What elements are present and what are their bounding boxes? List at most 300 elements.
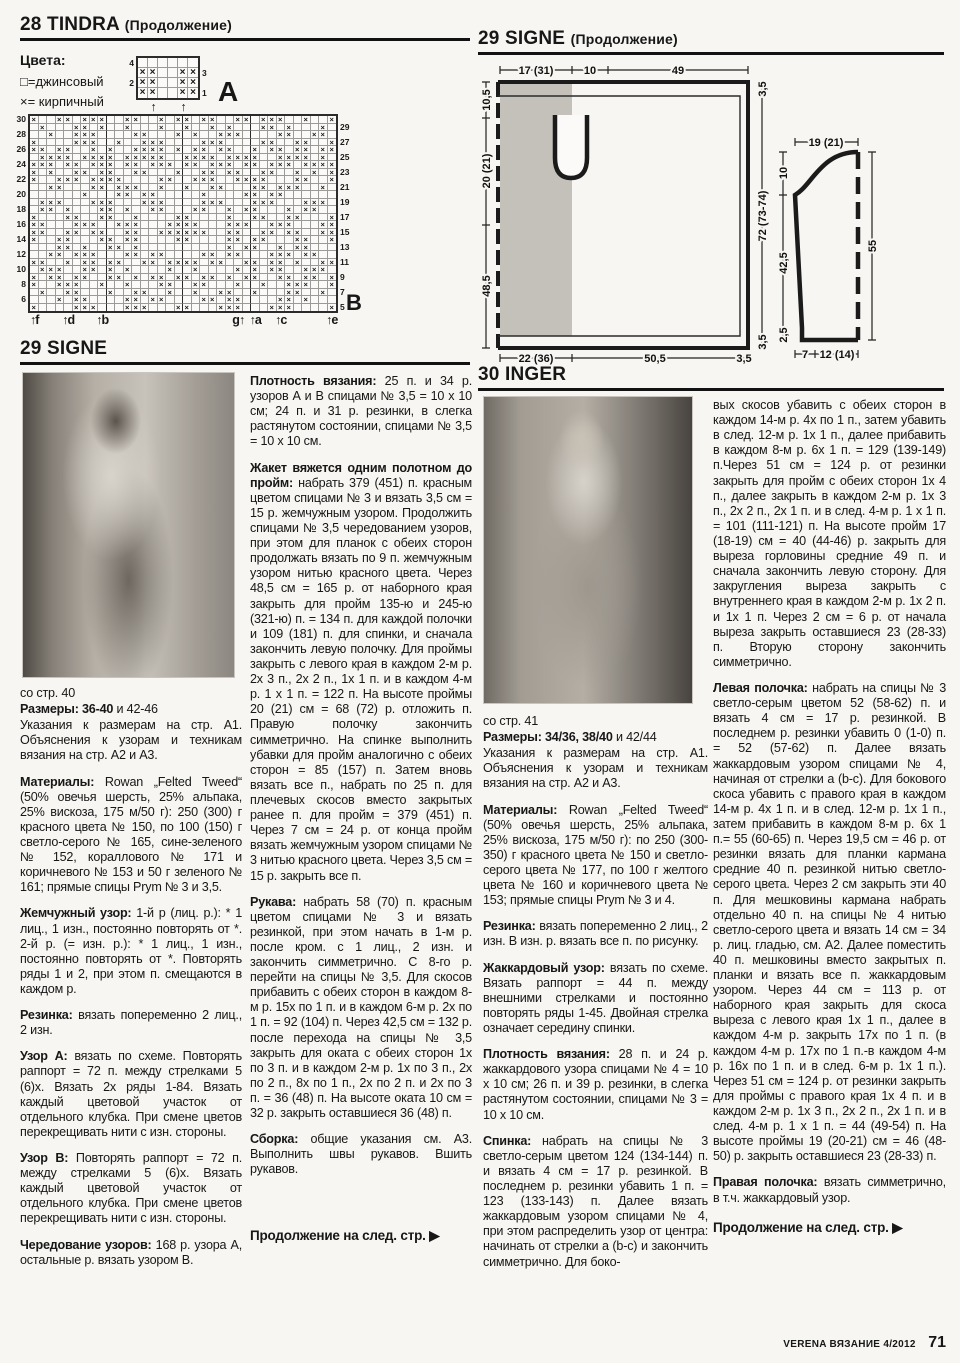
page-footer <box>690 1334 946 1352</box>
chart-cell <box>141 229 150 237</box>
chart-cell <box>302 191 311 199</box>
chart-cell <box>98 251 107 259</box>
chart-cell: × <box>132 146 141 154</box>
chart-cell: × <box>138 68 148 78</box>
chart-cell <box>234 259 243 267</box>
chart-cell: × <box>73 214 82 222</box>
chart-cell: × <box>175 214 184 222</box>
chart-cell: × <box>141 169 150 177</box>
chart-cell <box>141 124 150 132</box>
chart-cell <box>39 244 48 252</box>
chart-cell: × <box>39 161 48 169</box>
chart-cell <box>115 304 124 312</box>
chart-cell <box>277 124 286 132</box>
chart-cell: × <box>226 289 235 297</box>
chart-cell <box>158 304 167 312</box>
chart-cell: × <box>226 161 235 169</box>
chart-cell: × <box>328 176 337 184</box>
chart-cell: × <box>107 274 116 282</box>
chart-cell: × <box>294 154 303 162</box>
chart-cell <box>217 176 226 184</box>
tindra-section-header <box>20 14 470 41</box>
chart-cell: × <box>158 184 167 192</box>
chart-cell: × <box>268 146 277 154</box>
paragraph: Размеры: 36-40 и 42-46 <box>20 702 158 717</box>
chart-cell <box>73 206 82 214</box>
chart-cell <box>115 281 124 289</box>
chart-cell: × <box>302 274 311 282</box>
chart-cell <box>302 229 311 237</box>
chart-cell: × <box>175 131 184 139</box>
paragraph-lead: Чередование узоров: <box>20 1237 156 1252</box>
chart-cell <box>209 229 218 237</box>
chart-cell <box>166 146 175 154</box>
chart-cell <box>294 161 303 169</box>
chart-cell: × <box>73 251 82 259</box>
chart-row <box>30 229 336 237</box>
chart-cell <box>73 244 82 252</box>
chart-cell: × <box>166 259 175 267</box>
chart-cell <box>149 244 158 252</box>
chart-cell: × <box>166 221 175 229</box>
chart-cell <box>107 251 116 259</box>
repeat-arrow-b: ↑b <box>96 313 109 327</box>
chart-cell: × <box>183 214 192 222</box>
chart-cell: × <box>124 304 133 312</box>
chart-cell <box>285 139 294 147</box>
chart-cell <box>311 244 320 252</box>
chart-cell <box>311 289 320 297</box>
chart-cell: × <box>260 236 269 244</box>
chart-cell <box>98 191 107 199</box>
chart-cell: × <box>183 304 192 312</box>
chart-cell: × <box>158 116 167 124</box>
chart-cell <box>183 251 192 259</box>
chart-cell: × <box>56 199 65 207</box>
chart-cell: × <box>175 221 184 229</box>
chart-cell: × <box>81 259 90 267</box>
chart-cell: × <box>107 161 116 169</box>
chart-cell: × <box>138 78 148 88</box>
paragraph: Жакет вяжется одним полотном до пройм: набрать 379 (451) п. красным цветом спицами № 3 и вязать 3,5 см = 15 р. жемчужным узором. Продолжить спицами № 3,5 чередованием узоров, при этом для планок с обеих сторон продолжать вязать по 9 п. жемчужным узором нитью красного цвета. Через 48,5 см = 165 р. от наборного края закрыть для пройм 135-ю и 245-ю (321-ю) п. = 134 п. для каждой полочки и 109 (181) п. для спинки, и сначала закончить левую полочку. Для проймы закрыть с левого края в каждом 2-м р. 2х 3 п., 2х 2 п., 1х 1 п. и в каждом 4-м р. 1 х 1 п. = 122 п. На высоте проймы 20 (21) см = 68 (72) р. отложить п. Правую полочку закончить симметрично. На спинке выполнить убавки для пройм аналогично с обеих сторон = 85 (157) п. Затем вновь вязать все п., набрать по 25 п. для плечевых скосов вместо закрытых ранее п. для пройм = 379 (451) п. Через 7 см = 24 р. от конца пройм вязать жемчужным узором спицами № 3 нитью красного цвета. Через 3,5 см = 15 р. закрыть все п. <box>250 460 472 883</box>
chart-cell <box>175 289 184 297</box>
continuation-note: Продолжение на след. стр. ▶ <box>713 1219 903 1235</box>
chart-cell <box>166 244 175 252</box>
chart-cell: × <box>149 274 158 282</box>
knitting-chart-a <box>124 56 254 117</box>
row-numbers-right: 3 1 <box>202 68 207 98</box>
paragraph-lead: Рукава: <box>250 894 304 909</box>
chart-cell <box>268 281 277 289</box>
chart-cell: × <box>277 296 286 304</box>
chart-cell <box>285 176 294 184</box>
chart-cell: × <box>124 124 133 132</box>
chart-cell <box>47 176 56 184</box>
chart-cell: × <box>132 161 141 169</box>
chart-cell <box>311 139 320 147</box>
chart-cell: × <box>251 214 260 222</box>
signe-header-title: 29 SIGNE <box>20 338 108 359</box>
chart-cell <box>30 199 39 207</box>
chart-cell <box>243 184 252 192</box>
chart-cell <box>217 244 226 252</box>
chart-cell: × <box>64 116 73 124</box>
chart-cell <box>149 289 158 297</box>
chart-cell <box>217 281 226 289</box>
chart-cell <box>183 289 192 297</box>
chart-cell <box>311 124 320 132</box>
chart-cell: × <box>132 229 141 237</box>
chart-cell: × <box>200 146 209 154</box>
chart-cell <box>175 176 184 184</box>
chart-cell: × <box>209 296 218 304</box>
chart-cell <box>107 124 116 132</box>
chart-cell: × <box>328 236 337 244</box>
chart-cell <box>251 131 260 139</box>
paragraph: со стр. 40 <box>20 686 76 700</box>
chart-cell: × <box>302 206 311 214</box>
chart-cell <box>234 191 243 199</box>
signe-schematic <box>478 54 960 366</box>
paragraph: Сборка: общие указания см. А3. Выполнить швы рукавов. Вшить рукавов. <box>250 1132 472 1177</box>
measure-label: 48,5 <box>481 275 493 297</box>
chart-cell: × <box>277 266 286 274</box>
chart-cell: × <box>39 229 48 237</box>
chart-cell <box>175 251 184 259</box>
chart-cell <box>39 296 48 304</box>
chart-cell: × <box>209 184 218 192</box>
chart-cell: × <box>73 274 82 282</box>
chart-cell <box>149 221 158 229</box>
chart-cell: × <box>268 161 277 169</box>
chart-cell: × <box>277 221 286 229</box>
chart-row <box>138 68 198 78</box>
measure-label: 3,5 <box>757 81 769 97</box>
chart-cell <box>311 281 320 289</box>
chart-cell: × <box>158 274 167 282</box>
chart-cell <box>141 116 150 124</box>
paragraph: Указания к размерам на стр. А1. Объяснения к узорам и техникам вязания на стр. А2 и А3. <box>483 746 708 791</box>
chart-cell: × <box>268 266 277 274</box>
chart-cell: × <box>226 296 235 304</box>
measure-label: 10 <box>778 166 790 180</box>
chart-cell <box>226 116 235 124</box>
chart-cell: × <box>328 146 337 154</box>
paragraph: Жемчужный узор: 1-й р (лиц. р.): * 1 лиц., 1 изн., постоянно повторять от *. 2-й р. (= изн. р.): * 1 лиц., 1 изн., постоянно повторять от *. Повторять ряды 1 и 2, при этом п. смещаются в каждом р. <box>20 906 242 996</box>
chart-cell <box>200 161 209 169</box>
chart-cell: × <box>217 184 226 192</box>
chart-cell <box>81 206 90 214</box>
chart-cell <box>56 124 65 132</box>
chart-cell <box>319 236 328 244</box>
chart-cell <box>47 146 56 154</box>
chart-cell <box>209 221 218 229</box>
chart-cell <box>47 304 56 312</box>
chart-cell: × <box>56 116 65 124</box>
chart-cell <box>148 58 158 68</box>
chart-cell: × <box>302 236 311 244</box>
chart-cell <box>107 184 116 192</box>
chart-cell: × <box>64 146 73 154</box>
chart-cell: × <box>148 68 158 78</box>
chart-cell <box>200 304 209 312</box>
chart-cell <box>285 259 294 267</box>
chart-cell: × <box>285 251 294 259</box>
chart-cell: × <box>200 229 209 237</box>
chart-cell: × <box>192 259 201 267</box>
chart-cell <box>175 124 184 132</box>
signe-model-figure <box>22 372 235 678</box>
chart-cell <box>234 161 243 169</box>
signe-section-header <box>20 338 470 365</box>
chart-cell: × <box>141 289 150 297</box>
chart-cell <box>98 266 107 274</box>
chart-cell <box>294 266 303 274</box>
chart-cell <box>175 199 184 207</box>
chart-cell <box>277 176 286 184</box>
measure-label: 42,5 <box>778 252 790 274</box>
chart-cell <box>260 146 269 154</box>
chart-cell: × <box>311 206 320 214</box>
knitting-chart-b <box>12 114 362 330</box>
chart-cell <box>294 124 303 132</box>
chart-cell <box>149 281 158 289</box>
chart-cell: × <box>183 116 192 124</box>
measure-label: 3,5 <box>736 353 752 365</box>
chart-cell: × <box>311 131 320 139</box>
chart-cell: × <box>90 139 99 147</box>
chart-cell <box>132 124 141 132</box>
chart-cell: × <box>158 161 167 169</box>
chart-cell <box>39 184 48 192</box>
chart-cell <box>217 124 226 132</box>
chart-cell <box>166 116 175 124</box>
chart-cell: × <box>166 266 175 274</box>
chart-cell <box>166 124 175 132</box>
chart-cell: × <box>285 214 294 222</box>
chart-cell: × <box>251 161 260 169</box>
chart-cell: × <box>81 244 90 252</box>
chart-cell <box>98 244 107 252</box>
chart-cell <box>64 191 73 199</box>
chart-cell: × <box>329 303 334 311</box>
chart-cell: × <box>148 78 158 88</box>
chart-cell <box>226 199 235 207</box>
chart-cell <box>243 266 252 274</box>
chart-row <box>30 289 336 297</box>
chart-cell <box>234 124 243 132</box>
chart-cell: × <box>90 116 99 124</box>
chart-cell: × <box>328 221 337 229</box>
paragraph: Резинка: вязать попеременно 2 лиц., 2 изн. <box>20 1008 242 1038</box>
chart-cell: × <box>217 259 226 267</box>
chart-cell: × <box>217 289 226 297</box>
chart-cell: × <box>158 229 167 237</box>
chart-cell: × <box>98 124 107 132</box>
chart-cell: × <box>166 161 175 169</box>
chart-cell: × <box>175 229 184 237</box>
chart-cell: × <box>90 146 99 154</box>
chart-cell: × <box>141 146 150 154</box>
chart-cell: × <box>243 116 252 124</box>
chart-cell: × <box>98 206 107 214</box>
chart-cell: × <box>132 184 141 192</box>
chart-cell: × <box>294 244 303 252</box>
chart-row <box>30 124 336 132</box>
chart-cell: × <box>132 221 141 229</box>
chart-cell <box>73 116 82 124</box>
chart-cell: × <box>132 289 141 297</box>
chart-cell: × <box>285 304 294 312</box>
chart-cell: × <box>285 161 294 169</box>
chart-cell: × <box>302 266 311 274</box>
chart-cell <box>268 289 277 297</box>
chart-cell <box>98 131 107 139</box>
chart-cell <box>107 139 116 147</box>
chart-cell: × <box>90 176 99 184</box>
chart-cell <box>311 236 320 244</box>
chart-cell: × <box>268 191 277 199</box>
chart-cell: × <box>217 131 226 139</box>
chart-cell <box>268 176 277 184</box>
chart-cell <box>166 206 175 214</box>
chart-cell: × <box>319 131 328 139</box>
measure-label: 10 <box>583 65 597 77</box>
chart-cell: × <box>132 274 141 282</box>
chart-cell <box>158 78 168 88</box>
chart-cell: × <box>39 146 48 154</box>
chart-cell <box>243 289 252 297</box>
chart-cell <box>56 229 65 237</box>
chart-cell <box>138 58 148 68</box>
chart-cell: × <box>64 281 73 289</box>
chart-cell <box>302 184 311 192</box>
paragraph: Плотность вязания: 25 п. и 34 р. узоров А и В спицами № 3,5 = 10 х 10 см; 24 п. и 31 р. резинки, в слегка растянутом состоянии, спицами № 3,5 = 10 х 10 см. <box>250 374 472 449</box>
chart-cell: × <box>268 199 277 207</box>
chart-cell: × <box>277 161 286 169</box>
chart-cell: × <box>149 146 158 154</box>
chart-cell <box>243 236 252 244</box>
measure-label: 12 (14) <box>819 349 855 361</box>
chart-cell: × <box>124 161 133 169</box>
chart-cell <box>192 251 201 259</box>
chart-cell: × <box>175 236 184 244</box>
chart-cell: × <box>260 229 269 237</box>
chart-cell: × <box>226 146 235 154</box>
chart-cell <box>30 131 39 139</box>
chart-cell: × <box>260 281 269 289</box>
chart-cell: × <box>209 116 218 124</box>
chart-cell <box>175 191 184 199</box>
measure-label: 50,5 <box>644 353 666 365</box>
chart-cell <box>277 214 286 222</box>
chart-cell: × <box>319 154 328 162</box>
chart-cell: × <box>328 214 337 222</box>
chart-cell <box>183 139 192 147</box>
chart-cell <box>302 131 311 139</box>
chart-cell <box>294 251 303 259</box>
chart-cell <box>268 274 277 282</box>
chart-cell: × <box>188 78 198 88</box>
chart-cell <box>149 176 158 184</box>
chart-cell <box>149 124 158 132</box>
sleeve-outline <box>795 152 858 340</box>
chart-cell <box>30 154 39 162</box>
chart-cell: × <box>30 221 39 229</box>
chart-cell <box>328 184 337 192</box>
chart-cell <box>234 146 243 154</box>
chart-cell <box>243 139 252 147</box>
chart-cell: × <box>149 199 158 207</box>
chart-cell <box>251 139 260 147</box>
chart-cell <box>166 131 175 139</box>
chart-cell: × <box>243 206 252 214</box>
repeat-arrow-c: ↑c <box>275 313 287 327</box>
chart-cell <box>234 214 243 222</box>
chart-cell: × <box>30 236 39 244</box>
legend-item-brick: ×= кирпичный <box>20 93 104 109</box>
chart-cell: × <box>132 251 141 259</box>
chart-cell: × <box>149 191 158 199</box>
chart-cell <box>132 206 141 214</box>
chart-row <box>30 251 336 259</box>
chart-cell <box>90 244 99 252</box>
chart-cell <box>166 169 175 177</box>
chart-cell <box>90 124 99 132</box>
chart-cell: × <box>260 214 269 222</box>
chart-cell: × <box>115 244 124 252</box>
chart-cell: × <box>319 221 328 229</box>
chart-cell: × <box>251 236 260 244</box>
chart-cell: × <box>47 206 56 214</box>
chart-cell <box>115 251 124 259</box>
chart-cell <box>277 289 286 297</box>
chart-a-letter: A <box>218 76 239 107</box>
chart-cell <box>328 289 337 297</box>
chart-row <box>30 236 336 244</box>
chart-cell: × <box>107 146 116 154</box>
chart-cell: × <box>81 221 90 229</box>
chart-cell: × <box>243 191 252 199</box>
chart-cell: × <box>81 296 90 304</box>
schematic-body-piece <box>481 65 769 365</box>
chart-cell <box>158 58 168 68</box>
chart-cell: × <box>260 139 269 147</box>
paragraph-lead: Левая полочка: <box>713 680 813 695</box>
chart-cell <box>200 214 209 222</box>
chart-cell <box>285 199 294 207</box>
chart-cell <box>64 304 73 312</box>
chart-cell <box>200 289 209 297</box>
chart-cell: × <box>251 184 260 192</box>
chart-cell <box>90 214 99 222</box>
chart-cell <box>124 146 133 154</box>
chart-cell: × <box>294 259 303 267</box>
chart-row <box>30 131 336 139</box>
chart-cell <box>209 206 218 214</box>
chart-cell <box>217 154 226 162</box>
chart-cell: × <box>39 266 48 274</box>
chart-cell <box>81 146 90 154</box>
chart-cell <box>56 259 65 267</box>
chart-cell: × <box>183 154 192 162</box>
signe-cont-header-title: 29 SIGNE <box>478 28 566 49</box>
chart-cell: × <box>294 281 303 289</box>
chart-cell: × <box>200 251 209 259</box>
chart-cell <box>192 169 201 177</box>
chart-cell <box>183 296 192 304</box>
chart-cell: × <box>149 259 158 267</box>
